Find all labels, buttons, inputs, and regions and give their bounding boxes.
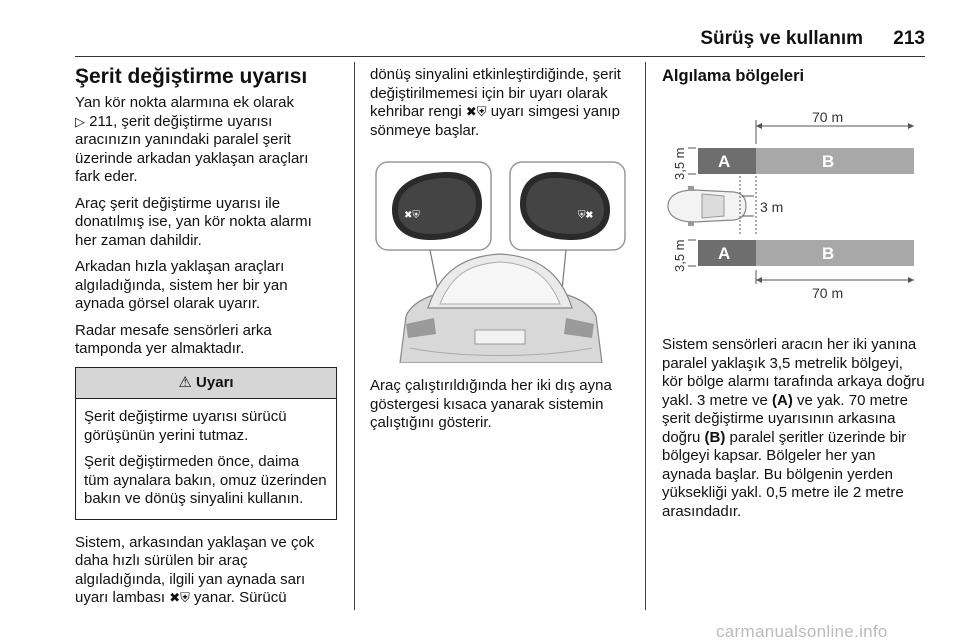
header-title: Sürüş ve kullanım (700, 28, 863, 49)
paragraph-intro: Yan kör nokta alarmına ek olarak ▷ 211, şerit değiştirme uyarısı aracınızın yanındaki paralel şerit üzerinde arkadan yaklaşan araçları fark eder. (75, 94, 309, 185)
zone-a-bottom-label: A (718, 244, 731, 263)
zone-b-bottom (756, 240, 914, 266)
zone-b-ref: (B) (704, 428, 726, 446)
zone-a-top-label: A (718, 152, 731, 171)
width-bottom-label: 3,5 m (672, 239, 687, 272)
page-header (680, 28, 925, 54)
distance-bottom-label: 70 m (812, 285, 844, 301)
distance-3m-label: 3 m (760, 199, 784, 215)
paragraph-continued: dönüş sinyalini etkinleştirdiğinde, şerit değiştirilmemesi için bir uyarı olarak kehribar rengi ✖⛨ uyarı simgesi yanıp sönmeye başlar. (370, 66, 621, 139)
paragraph-4: Radar mesafe sensörleri arka tamponda yer almaktadır. (75, 321, 272, 357)
zone-b-top (756, 148, 914, 174)
distance-top-label: 70 m (812, 109, 844, 125)
zone-b-bottom-label: B (822, 244, 835, 263)
header-rule (75, 56, 925, 57)
mirror-illustration (370, 148, 632, 363)
column-2 (370, 66, 632, 441)
side-blind-spot-icon: ✖⛨ (465, 104, 487, 119)
width-top-label: 3,5 m (672, 147, 687, 180)
mirror-right-indicator-icon: ⛨✖ (578, 210, 594, 221)
figure-caption: Araç çalıştırıldığında her iki dış ayna göstergesi kısaca yanarak sistemin çalıştığını gösterir. (370, 377, 612, 431)
warning-header (76, 368, 336, 400)
zones-description: Sistem sensörleri aracın her iki yanına paralel yaklaşık 3,5 metrelik bölgeyi, kör bölge alarmı tarafında arkaya doğru yakl. 3 metre ve (A) ve yak. 70 metre şerit değiştirme uyarısının arkasına doğru (B) paralel şeritler üzerinde bir bölgeyi kapsar. Bölgeler her yan aynada başlar. Bu bölgenin yerden yüksekliği yakl. 0,5 metre ile 2 metre arasındadır. (662, 336, 925, 520)
warning-text-2: Şerit değiştirmeden önce, daima tüm aynalara bakın, omuz üzerinden bakın ve dönüş sinyalini kullanın. (84, 453, 327, 507)
column-1 (75, 60, 337, 616)
paragraph-2: Araç şerit değiştirme uyarısı ile donatılmış ise, yan kör nokta alarmı her zaman dahildir. (75, 194, 312, 249)
page-number: 213 (893, 28, 925, 49)
mirror-left-indicator-icon: ✖⛨ (404, 210, 420, 221)
paragraph-5: Sistem, arkasından yaklaşan ve çok daha hızlı sürülen bir araç algıladığında, ilgili yan aynada sarı uyarı lambası ✖⛨ yanar. Sürücü (75, 533, 315, 606)
warning-triangle-icon: ⚠ (178, 373, 192, 391)
warning-box (75, 367, 337, 520)
warning-text-1: Şerit değiştirme uyarısı sürücü görüşünün yerini tutmaz. (84, 408, 287, 444)
column-divider-1 (354, 62, 355, 610)
triangle-ref-icon: ▷ (75, 113, 85, 129)
car-top-view (668, 186, 746, 226)
paragraph-3: Arkadan hızla yaklaşan araçları algıladığında, sistem her bir yan aynada görsel olarak uyarır. (75, 258, 288, 312)
subsection-heading: Algılama bölgeleri (662, 67, 805, 85)
watermark: carmanualsonline.info (716, 622, 888, 641)
detection-zones-diagram (662, 104, 926, 302)
section-heading: Şerit değiştirme uyarısı (75, 65, 308, 88)
side-blind-spot-icon: ✖⛨ (169, 590, 190, 605)
column-divider-2 (645, 62, 646, 610)
warning-title: Uyarı (196, 373, 234, 391)
zone-a-ref: (A) (772, 391, 793, 409)
column-3 (662, 66, 926, 529)
zone-b-top-label: B (822, 152, 835, 171)
